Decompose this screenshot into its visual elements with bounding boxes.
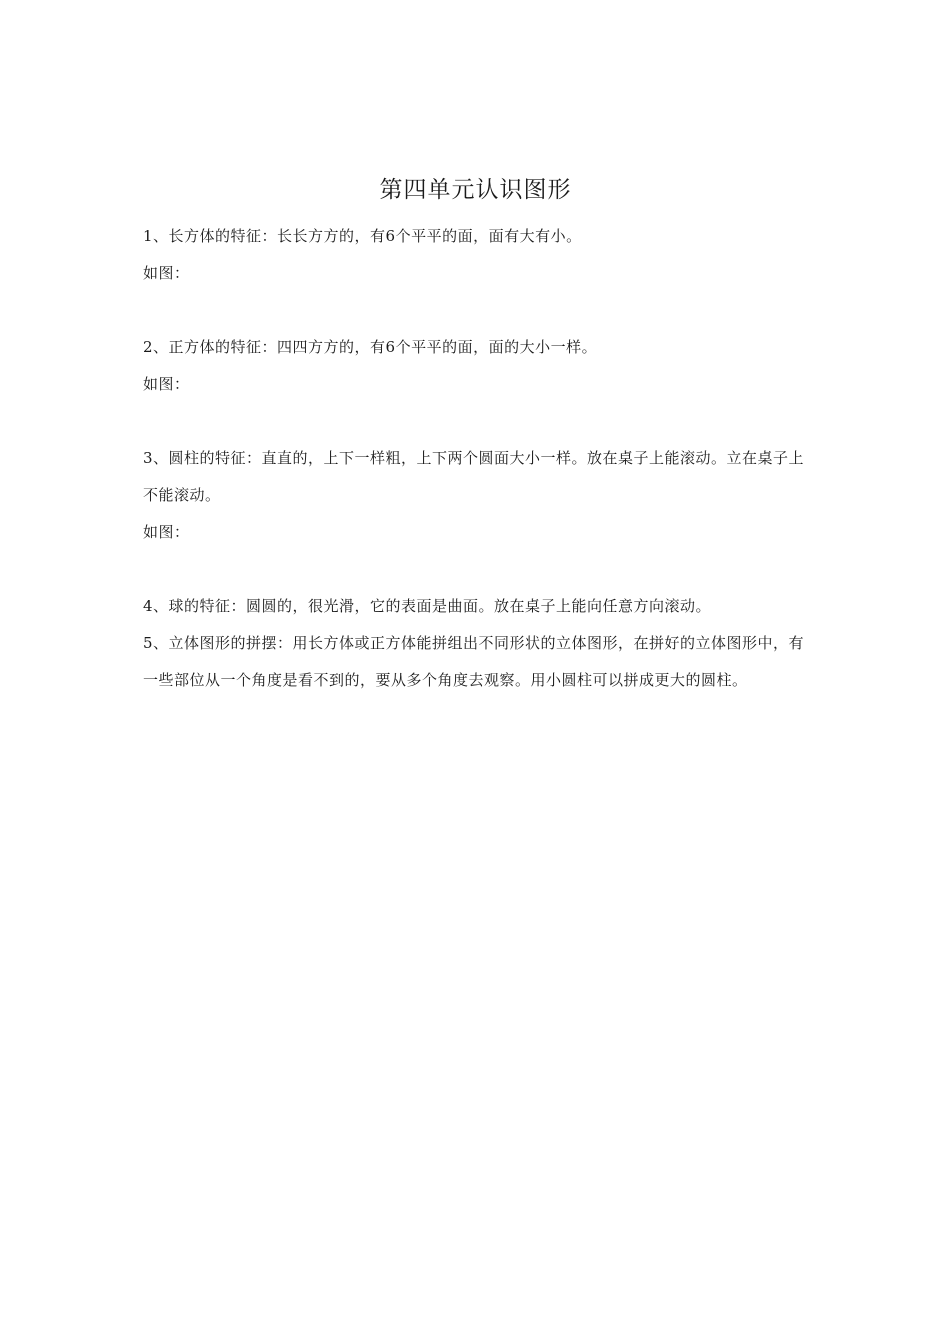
item-5-text: 5、立体图形的拼摆：用长方体或正方体能拼组出不同形状的立体图形，在拼好的立体图形中，有一些部位从一个角度是看不到的，要从多个角度去观察。用小圆柱可以拼成更大的圆柱。 bbox=[143, 634, 805, 689]
document-page bbox=[143, 170, 808, 699]
item-3-figure-space bbox=[143, 551, 808, 588]
item-3-text: 3、圆柱的特征：直直的，上下一样粗，上下两个圆面大小一样。放在桌子上能滚动。立在桌子上不能滚动。 bbox=[143, 449, 805, 504]
item-3-figure-label: 如图： bbox=[143, 523, 190, 541]
item-1-text: 1、长方体的特征：长长方方的，有6个平平的面，面有大有小。 bbox=[143, 227, 582, 245]
document-title: 第四单元认识图形 bbox=[379, 177, 572, 203]
item-4-text: 4、球的特征：圆圆的，很光滑，它的表面是曲面。放在桌子上能向任意方向滚动。 bbox=[143, 597, 712, 615]
item-1-figure-label: 如图： bbox=[143, 264, 190, 282]
item-2-figure-label: 如图： bbox=[143, 375, 190, 393]
item-1-figure-space bbox=[143, 292, 808, 329]
item-2-text: 2、正方体的特征：四四方方的，有6个平平的面，面的大小一样。 bbox=[143, 338, 598, 356]
item-2-figure-space bbox=[143, 403, 808, 440]
